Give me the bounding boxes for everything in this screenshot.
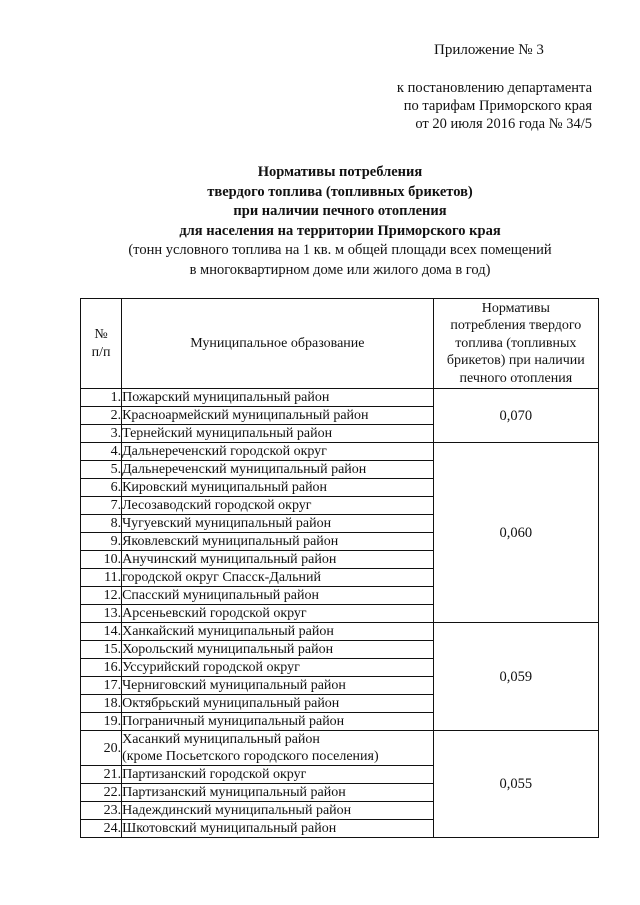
row-number: 11. <box>81 569 122 587</box>
municipality-name: Надеждинский муниципальный район <box>122 802 434 820</box>
document-title <box>90 163 590 280</box>
title-line: Нормативы потребления <box>257 164 423 180</box>
decree-line: по тарифам Приморского края <box>403 98 592 114</box>
row-number: 14. <box>81 623 122 641</box>
norm-value: 0,059 <box>433 623 598 731</box>
title-line: твердого топлива (топливных брикетов) <box>207 183 473 200</box>
norm-value: 0,055 <box>433 731 598 838</box>
row-number: 13. <box>81 605 122 623</box>
municipality-name: Кировский муниципальный район <box>122 479 434 497</box>
table-row <box>81 389 599 407</box>
title-line: для населения на территории Приморского края <box>179 222 501 239</box>
municipality-name: Партизанский муниципальный район <box>122 784 434 802</box>
table-body <box>81 389 599 838</box>
table-row <box>81 443 599 461</box>
header-norm-line: топлива (топливных <box>455 335 577 351</box>
row-number: 10. <box>81 551 122 569</box>
municipality-name: Арсеньевский городской округ <box>122 605 434 623</box>
row-number: 6. <box>81 479 122 497</box>
row-number: 1. <box>81 389 122 407</box>
row-number: 9. <box>81 533 122 551</box>
norms-table <box>80 298 599 838</box>
municipality-name: Октябрьский муниципальный район <box>122 695 434 713</box>
municipality-name: Партизанский городской округ <box>122 766 434 784</box>
decree-line: от 20 июля 2016 года № 34/5 <box>415 116 592 132</box>
municipality-name: Лесозаводский городской округ <box>122 497 434 515</box>
header-number-line: № <box>94 327 108 342</box>
municipality-name: Яковлевский муниципальный район <box>122 533 434 551</box>
units-line: (тонн условного топлива на 1 кв. м общей площади всех помещений <box>128 242 552 258</box>
municipality-name: Хорольский муниципальный район <box>122 641 434 659</box>
table-row <box>81 731 599 766</box>
municipality-name: Чугуевский муниципальный район <box>122 515 434 533</box>
decree-reference <box>380 79 592 133</box>
municipality-name-line: (кроме Посьетского городского поселения) <box>122 749 379 764</box>
annex-label: Приложение № 3 <box>434 42 544 58</box>
municipality-name: Уссурийский городской округ <box>122 659 434 677</box>
municipality-name: Пограничный муниципальный район <box>122 713 434 731</box>
row-number: 8. <box>81 515 122 533</box>
header-norm <box>433 299 598 389</box>
row-number: 12. <box>81 587 122 605</box>
decree-line: к постановлению департамента <box>396 80 592 96</box>
norm-value: 0,060 <box>433 443 598 623</box>
municipality-name: Дальнереченский муниципальный район <box>122 461 434 479</box>
header-norm-line: Нормативы <box>481 300 550 316</box>
header-norm-line: потребления твердого <box>450 318 582 334</box>
row-number: 15. <box>81 641 122 659</box>
header-norm-line: брикетов) при наличии <box>446 353 585 369</box>
row-number: 7. <box>81 497 122 515</box>
municipality-name: Пожарский муниципальный район <box>122 389 434 407</box>
municipality-name: Черниговский муниципальный район <box>122 677 434 695</box>
municipality-name: Спасский муниципальный район <box>122 587 434 605</box>
header-norm-line: печного отопления <box>459 370 573 386</box>
table-header-row <box>81 299 599 389</box>
header-municipality: Муниципальное образование <box>122 299 434 389</box>
row-number: 23. <box>81 802 122 820</box>
row-number: 24. <box>81 820 122 838</box>
municipality-name: Ханкайский муниципальный район <box>122 623 434 641</box>
row-number: 16. <box>81 659 122 677</box>
row-number: 4. <box>81 443 122 461</box>
row-number: 18. <box>81 695 122 713</box>
row-number: 20. <box>81 731 122 766</box>
municipality-name: Красноармейский муниципальный район <box>122 407 434 425</box>
title-line: при наличии печного отопления <box>233 203 447 219</box>
norm-value: 0,070 <box>433 389 598 443</box>
row-number: 3. <box>81 425 122 443</box>
municipality-name: Шкотовский муниципальный район <box>122 820 434 838</box>
header-number-line: п/п <box>91 344 111 360</box>
header-number <box>81 299 122 389</box>
row-number: 22. <box>81 784 122 802</box>
municipality-name: городской округ Спасск-Дальний <box>122 569 434 587</box>
units-line: в многоквартирном доме или жилого дома в год) <box>189 261 491 278</box>
row-number: 21. <box>81 766 122 784</box>
row-number: 5. <box>81 461 122 479</box>
municipality-name: Дальнереченский городской округ <box>122 443 434 461</box>
table-row <box>81 623 599 641</box>
row-number: 17. <box>81 677 122 695</box>
municipality-name: Анучинский муниципальный район <box>122 551 434 569</box>
municipality-name <box>122 731 434 766</box>
municipality-name: Тернейский муниципальный район <box>122 425 434 443</box>
row-number: 19. <box>81 713 122 731</box>
row-number: 2. <box>81 407 122 425</box>
municipality-name-line: Хасанкий муниципальный район <box>122 732 320 747</box>
